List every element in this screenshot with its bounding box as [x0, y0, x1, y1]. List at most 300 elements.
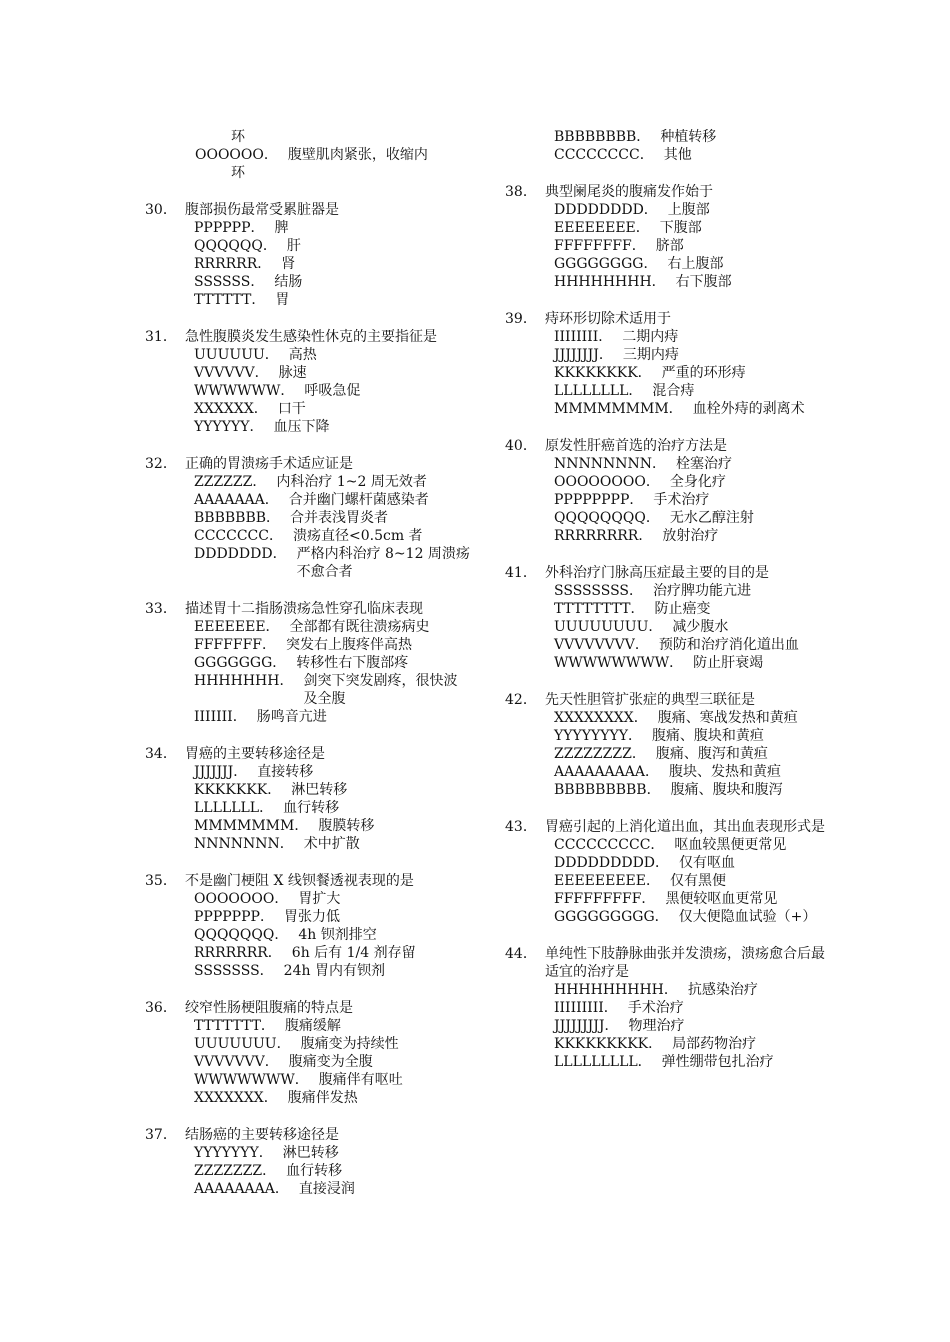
- option-text: 口干: [277, 401, 306, 417]
- question-stem: [145, 600, 470, 618]
- option-item[interactable]: [194, 237, 470, 255]
- option-text: 脾: [274, 220, 289, 236]
- option-letter: GGGGGGG．: [194, 655, 287, 671]
- option-text: 减少腹水: [672, 619, 729, 635]
- option-text: 淋巴转移: [291, 782, 348, 798]
- option-item[interactable]: [554, 709, 835, 727]
- option-text: 内科治疗 1~2 周无效者: [276, 474, 427, 490]
- option-letter: HHHHHHH．: [194, 673, 294, 689]
- option-text: 全身化疗: [669, 474, 726, 490]
- option-text: 肝: [286, 238, 301, 254]
- option-text: 物理治疗: [628, 1018, 685, 1034]
- option-item[interactable]: [554, 455, 835, 473]
- option-item[interactable]: [554, 854, 835, 872]
- question-item: [505, 818, 835, 926]
- option-text: 腹痛伴有呕吐: [318, 1072, 403, 1088]
- question-number: 32．: [145, 456, 177, 472]
- right-column: [505, 128, 835, 1090]
- option-item[interactable]: [554, 727, 835, 745]
- option-text: 脐部: [655, 238, 684, 254]
- question-stem: [145, 455, 470, 473]
- option-text: 治疗脾功能亢进: [653, 583, 752, 599]
- question-number: 35．: [145, 873, 177, 889]
- option-list: [505, 836, 835, 926]
- option-letter: FFFFFFF．: [194, 637, 276, 653]
- option-list: [145, 473, 470, 581]
- option-item[interactable]: [194, 835, 470, 853]
- option-item[interactable]: [194, 908, 470, 926]
- option-item[interactable]: [194, 926, 470, 944]
- option-letter: JJJJJJJJJ．: [554, 1018, 619, 1034]
- question-item: [145, 455, 470, 581]
- question-text: 胃癌引起的上消化道出血，其出血表现形式是: [545, 819, 825, 835]
- option-item[interactable]: [194, 418, 470, 436]
- option-text: 严重的环形痔: [661, 365, 746, 381]
- option-text: 剑突下突发剧疼，很快波及全腹: [303, 673, 458, 707]
- option-letter: OOOOOOO．: [194, 891, 289, 907]
- option-letter: WWWWWWWW．: [554, 655, 684, 671]
- option-text: 4h 钡剂排空: [298, 927, 377, 943]
- question-text: 典型阑尾炎的腹痛发作始于: [545, 184, 713, 200]
- question-stem: [145, 1126, 470, 1144]
- option-item[interactable]: [194, 781, 470, 799]
- option-letter: DDDDDDDDD．: [554, 855, 670, 871]
- question-list: [505, 183, 835, 1071]
- option-item[interactable]: [554, 981, 835, 999]
- option-text: 预防和治疗消化道出血: [658, 637, 799, 653]
- option-text: 呼吸急促: [304, 383, 361, 399]
- question-text: 正确的胃溃疡手术适应证是: [185, 456, 353, 472]
- option-letter: XXXXXXX．: [194, 1090, 278, 1106]
- option-item[interactable]: [554, 527, 835, 545]
- option-text: 下腹部: [659, 220, 702, 236]
- option-text: 肠鸣音亢进: [256, 709, 327, 725]
- question-item: [145, 328, 470, 436]
- option-text: 腹痛伴发热: [287, 1090, 358, 1106]
- question-text: 结肠癌的主要转移途径是: [185, 1127, 339, 1143]
- option-letter: NNNNNNNN．: [554, 456, 666, 472]
- continuation-line: 环: [231, 129, 245, 145]
- question-number: 31．: [145, 329, 177, 345]
- option-text: 腹痛、腹泻和黄疸: [655, 746, 768, 762]
- option-item[interactable]: [194, 1053, 470, 1071]
- option-item[interactable]: [554, 128, 835, 146]
- option-letter: UUUUUUUU．: [554, 619, 663, 635]
- option-letter: YYYYYY．: [194, 419, 264, 435]
- option-list: [145, 1017, 470, 1107]
- option-letter: BBBBBBBB．: [554, 129, 651, 145]
- option-item[interactable]: [194, 1089, 470, 1107]
- option-letter: VVVVVVVV．: [554, 637, 649, 653]
- option-item[interactable]: [194, 382, 470, 400]
- option-text: 脉速: [278, 365, 307, 381]
- option-letter: CCCCCCCCC．: [554, 837, 665, 853]
- option-list: [145, 1144, 470, 1198]
- option-item[interactable]: [194, 491, 470, 509]
- option-item[interactable]: [554, 273, 835, 291]
- option-letter: HHHHHHHHH．: [554, 982, 678, 998]
- option-text: 腹痛、腹块和黄疸: [651, 728, 764, 744]
- question-text: 痔环形切除术适用于: [545, 311, 671, 327]
- option-item[interactable]: [194, 1162, 470, 1180]
- option-item[interactable]: [554, 654, 835, 672]
- option-item[interactable]: [554, 908, 835, 926]
- option-letter: VVVVVV．: [194, 365, 269, 381]
- option-text: 右下腹部: [675, 274, 732, 290]
- question-item: [505, 691, 835, 799]
- option-letter: SSSSSS．: [194, 274, 265, 290]
- option-text: 三期内痔: [622, 347, 679, 363]
- option-letter: ZZZZZZ．: [194, 474, 267, 490]
- option-letter: BBBBBBB．: [194, 510, 281, 526]
- option-text: 仅有黑便: [669, 873, 726, 889]
- option-text: 腹壁肌肉紧张，收缩内: [287, 147, 428, 163]
- option-list: [145, 890, 470, 980]
- option-letter: LLLLLLLLL．: [554, 1054, 652, 1070]
- question-number: 36．: [145, 1000, 177, 1016]
- option-text: 抗感染治疗: [687, 982, 758, 998]
- option-letter: VVVVVVV．: [194, 1054, 279, 1070]
- question-stem: [145, 201, 470, 219]
- option-text: 腹痛缓解: [284, 1018, 341, 1034]
- question-item: [505, 564, 835, 672]
- option-letter: RRRRRRR．: [194, 945, 282, 961]
- option-item[interactable]: [554, 237, 835, 255]
- option-item[interactable]: [554, 582, 835, 600]
- option-text: 严格内科治疗 8~12 周溃疡不愈合者: [296, 546, 470, 580]
- option-letter: HHHHHHHH．: [554, 274, 666, 290]
- option-item[interactable]: [194, 364, 470, 382]
- question-stem: [505, 818, 835, 836]
- option-letter: AAAAAAAA．: [194, 1181, 289, 1197]
- option-list: [505, 201, 835, 291]
- option-letter: WWWWWWW．: [194, 1072, 309, 1088]
- question-stem: [505, 310, 835, 328]
- option-letter: KKKKKKK．: [194, 782, 282, 798]
- option-item[interactable]: [194, 473, 470, 491]
- option-text: 仅大便隐血试验（+）: [678, 909, 817, 925]
- option-letter: UUUUUU．: [194, 347, 279, 363]
- option-item[interactable]: [194, 545, 470, 581]
- option-text: 黑便较呕血更常见: [665, 891, 778, 907]
- option-item[interactable]: [554, 400, 835, 418]
- question-item: [145, 745, 470, 853]
- option-text: 仅有呕血: [679, 855, 736, 871]
- option-letter: QQQQQQQ．: [194, 927, 289, 943]
- option-letter: OOOOOOOO．: [554, 474, 660, 490]
- option-item[interactable]: [194, 654, 470, 672]
- question-text: 描述胃十二指肠溃疡急性穿孔临床表现: [185, 601, 423, 617]
- option-list: [145, 618, 470, 726]
- option-text: 术中扩散: [303, 836, 360, 852]
- option-text: 腹痛、寒战发热和黄疸: [657, 710, 798, 726]
- option-letter: SSSSSSS．: [194, 963, 274, 979]
- option-letter: KKKKKKKK．: [554, 365, 652, 381]
- option-letter: GGGGGGGGG．: [554, 909, 669, 925]
- question-item: [505, 437, 835, 545]
- option-text: 血压下降: [273, 419, 330, 435]
- option-item[interactable]: [194, 527, 470, 545]
- option-letter: TTTTTTT．: [194, 1018, 275, 1034]
- option-item[interactable]: [194, 618, 470, 636]
- option-text: 混合痔: [652, 383, 695, 399]
- option-text: 右上腹部: [667, 256, 724, 272]
- option-item[interactable]: [194, 708, 470, 726]
- option-letter: TTTTTTTT．: [554, 601, 645, 617]
- question-item: [505, 183, 835, 291]
- option-text: 局部药物治疗: [672, 1036, 757, 1052]
- option-letter: IIIIIII．: [194, 709, 247, 725]
- question-stem: [145, 999, 470, 1017]
- question-item: [145, 201, 470, 309]
- option-item[interactable]: [554, 999, 835, 1017]
- option-item[interactable]: [194, 962, 470, 980]
- option-text: 高热: [288, 347, 317, 363]
- question-number: 42．: [505, 692, 537, 708]
- option-text: 转移性右下腹部疼: [296, 655, 409, 671]
- option-letter: CCCCCCC．: [194, 528, 283, 544]
- option-item[interactable]: [194, 636, 470, 654]
- option-letter: WWWWWW．: [194, 383, 295, 399]
- option-text: 24h 胃内有钡剂: [283, 963, 385, 979]
- question-text: 胃癌的主要转移途径是: [185, 746, 325, 762]
- option-text: 腹痛变为全腹: [288, 1054, 373, 1070]
- question-text: 单纯性下肢静脉曲张并发溃疡，溃疡愈合后最适宜的治疗是: [545, 946, 825, 980]
- option-letter: QQQQQQQQ．: [554, 510, 660, 526]
- option-item[interactable]: [554, 763, 835, 781]
- option-text: 合并幽门螺杆菌感染者: [288, 492, 429, 508]
- option-text: 腹膜转移: [318, 818, 375, 834]
- option-text: 全部都有既往溃疡病史: [289, 619, 430, 635]
- option-letter: ZZZZZZZ．: [194, 1163, 277, 1179]
- option-text: 防止肝衰竭: [693, 655, 764, 671]
- question-text: 外科治疗门脉高压症最主要的目的是: [545, 565, 769, 581]
- option-item[interactable]: [194, 346, 470, 364]
- option-letter: ZZZZZZZZ．: [554, 746, 646, 762]
- option-text: 腹痛变为持续性: [300, 1036, 399, 1052]
- option-item[interactable]: [554, 890, 835, 908]
- option-letter: LLLLLLLL．: [554, 383, 643, 399]
- option-list: [505, 582, 835, 672]
- question-item: [145, 999, 470, 1107]
- option-letter: PPPPPP．: [194, 220, 265, 236]
- option-list: [505, 455, 835, 545]
- option-letter: RRRRRR．: [194, 256, 272, 272]
- option-text: 防止癌变: [654, 601, 711, 617]
- option-item[interactable]: [554, 328, 835, 346]
- option-text: 二期内痔: [622, 329, 679, 345]
- question-stem: [505, 183, 835, 201]
- option-letter: QQQQQQ．: [194, 238, 277, 254]
- question-item: [505, 310, 835, 418]
- question-number: 44．: [505, 946, 537, 962]
- question-number: 41．: [505, 565, 537, 581]
- option-text: 血行转移: [286, 1163, 343, 1179]
- question-number: 43．: [505, 819, 537, 835]
- option-text: 直接浸润: [298, 1181, 355, 1197]
- option-letter: DDDDDDDD．: [554, 202, 658, 218]
- option-text: 肾: [281, 256, 296, 272]
- option-text: 6h 后有 1/4 剂存留: [291, 945, 416, 961]
- option-text: 合并表浅胃炎者: [290, 510, 389, 526]
- option-text: 腹块、发热和黄疸: [669, 764, 781, 780]
- option-item[interactable]: [194, 219, 470, 237]
- question-stem: [505, 564, 835, 582]
- option-letter: NNNNNNN．: [194, 836, 294, 852]
- option-letter: IIIIIIIII．: [554, 1000, 618, 1016]
- option-letter: OOOOOO．: [195, 147, 278, 163]
- option-list: [145, 219, 470, 309]
- option-item[interactable]: [554, 219, 835, 237]
- question-text: 急性腹膜炎发生感染性休克的主要指征是: [185, 329, 437, 345]
- question-number: 30．: [145, 202, 177, 218]
- option-item[interactable]: [554, 600, 835, 618]
- option-text: 呕血较黑便更常见: [674, 837, 787, 853]
- option-item[interactable]: [194, 1017, 470, 1035]
- question-stem: [145, 328, 470, 346]
- option-text: 胃扩大: [298, 891, 341, 907]
- option-letter: PPPPPPP．: [194, 909, 274, 925]
- option-letter: AAAAAAA．: [194, 492, 279, 508]
- question-number: 39．: [505, 311, 537, 327]
- option-item[interactable]: [194, 400, 470, 418]
- option-text: 其他: [663, 147, 692, 163]
- option-item[interactable]: [194, 509, 470, 527]
- option-item[interactable]: [194, 1035, 470, 1053]
- option-item[interactable]: [554, 509, 835, 527]
- option-letter: DDDDDDD．: [194, 546, 287, 562]
- left-column: [145, 128, 470, 1217]
- option-item[interactable]: [194, 672, 470, 708]
- question-stem: [505, 945, 835, 981]
- option-item[interactable]: [554, 836, 835, 854]
- question-item: [145, 872, 470, 980]
- option-item[interactable]: [194, 799, 470, 817]
- question-number: 34．: [145, 746, 177, 762]
- option-item[interactable]: [194, 763, 470, 781]
- option-text: 无水乙醇注射: [669, 510, 754, 526]
- question-text: 不是幽门梗阻 X 线钡餐透视表现的是: [185, 873, 414, 889]
- option-text: 胃张力低: [283, 909, 340, 925]
- option-text: 腹痛、腹块和腹泻: [670, 782, 783, 798]
- option-letter: KKKKKKKKK．: [554, 1036, 663, 1052]
- continuation-block: [145, 128, 470, 182]
- option-item[interactable]: [554, 745, 835, 763]
- question-item: [145, 600, 470, 726]
- option-letter: YYYYYYYY．: [554, 728, 642, 744]
- option-item[interactable]: [554, 872, 835, 890]
- option-letter: FFFFFFFFF．: [554, 891, 656, 907]
- question-text: 腹部损伤最常受累脏器是: [185, 202, 339, 218]
- option-item[interactable]: [195, 146, 470, 164]
- option-letter: UUUUUUU．: [194, 1036, 291, 1052]
- question-item: [145, 1126, 470, 1198]
- option-list: [505, 981, 835, 1071]
- option-letter: TTTTTT．: [194, 292, 266, 308]
- option-item[interactable]: [194, 1144, 470, 1162]
- option-item[interactable]: [554, 618, 835, 636]
- option-text: 种植转移: [660, 129, 717, 145]
- option-item[interactable]: [554, 382, 835, 400]
- option-letter: MMMMMMMM．: [554, 401, 683, 417]
- option-list: [505, 328, 835, 418]
- option-text: 手术治疗: [653, 492, 710, 508]
- option-letter: EEEEEEEEE．: [554, 873, 660, 889]
- option-letter: RRRRRRRR．: [554, 528, 653, 544]
- option-letter: FFFFFFFF．: [554, 238, 646, 254]
- continuation-line: 环: [231, 165, 245, 181]
- option-item[interactable]: [554, 146, 835, 164]
- option-letter: JJJJJJJ．: [194, 764, 248, 780]
- option-letter: IIIIIIII．: [554, 329, 613, 345]
- option-text: 弹性绷带包扎治疗: [661, 1054, 774, 1070]
- option-letter: XXXXXX．: [194, 401, 268, 417]
- question-list: [145, 201, 470, 1198]
- option-item[interactable]: [194, 1180, 470, 1198]
- option-item[interactable]: [194, 273, 470, 291]
- option-text: 血行转移: [283, 800, 340, 816]
- option-item[interactable]: [554, 636, 835, 654]
- option-item[interactable]: [554, 491, 835, 509]
- option-item[interactable]: [554, 473, 835, 491]
- option-item[interactable]: [194, 944, 470, 962]
- question-number: 33．: [145, 601, 177, 617]
- option-list: [505, 709, 835, 799]
- option-letter: SSSSSSSS．: [554, 583, 644, 599]
- option-letter: BBBBBBBBB．: [554, 782, 661, 798]
- option-item[interactable]: [554, 1053, 835, 1071]
- option-item[interactable]: [194, 291, 470, 309]
- option-item[interactable]: [554, 346, 835, 364]
- option-item[interactable]: [554, 781, 835, 799]
- option-letter: MMMMMMM．: [194, 818, 309, 834]
- option-text: 溃疡直径<0.5cm 者: [292, 528, 423, 544]
- option-item[interactable]: [554, 1035, 835, 1053]
- option-letter: CCCCCCCC．: [554, 147, 654, 163]
- option-text: 血栓外痔的剥离术: [692, 401, 805, 417]
- option-letter: YYYYYYY．: [194, 1145, 273, 1161]
- option-item[interactable]: [194, 890, 470, 908]
- continuation-block: [505, 128, 835, 164]
- option-text: 手术治疗: [627, 1000, 684, 1016]
- option-item[interactable]: [194, 817, 470, 835]
- option-text: 栓塞治疗: [676, 456, 732, 472]
- option-text: 上腹部: [667, 202, 710, 218]
- option-text: 突发右上腹疼伴高热: [286, 637, 412, 653]
- option-item[interactable]: [194, 1071, 470, 1089]
- option-letter: EEEEEEEE．: [554, 220, 650, 236]
- question-item: [505, 945, 835, 1071]
- option-letter: EEEEEEE．: [194, 619, 280, 635]
- option-item[interactable]: [554, 364, 835, 382]
- question-number: 38．: [505, 184, 537, 200]
- option-text: 淋巴转移: [282, 1145, 339, 1161]
- option-letter: AAAAAAAAA．: [554, 764, 659, 780]
- option-item[interactable]: [554, 1017, 835, 1035]
- option-item[interactable]: [194, 255, 470, 273]
- option-letter: GGGGGGGG．: [554, 256, 658, 272]
- option-text: 胃: [275, 292, 290, 308]
- option-text: 结肠: [274, 274, 303, 290]
- question-stem: [505, 437, 835, 455]
- option-letter: LLLLLLL．: [194, 800, 274, 816]
- option-list: [145, 763, 470, 853]
- option-item[interactable]: [554, 201, 835, 219]
- option-item[interactable]: [554, 255, 835, 273]
- question-text: 原发性肝癌首选的治疗方法是: [545, 438, 727, 454]
- question-number: 40．: [505, 438, 537, 454]
- question-stem: [145, 872, 470, 890]
